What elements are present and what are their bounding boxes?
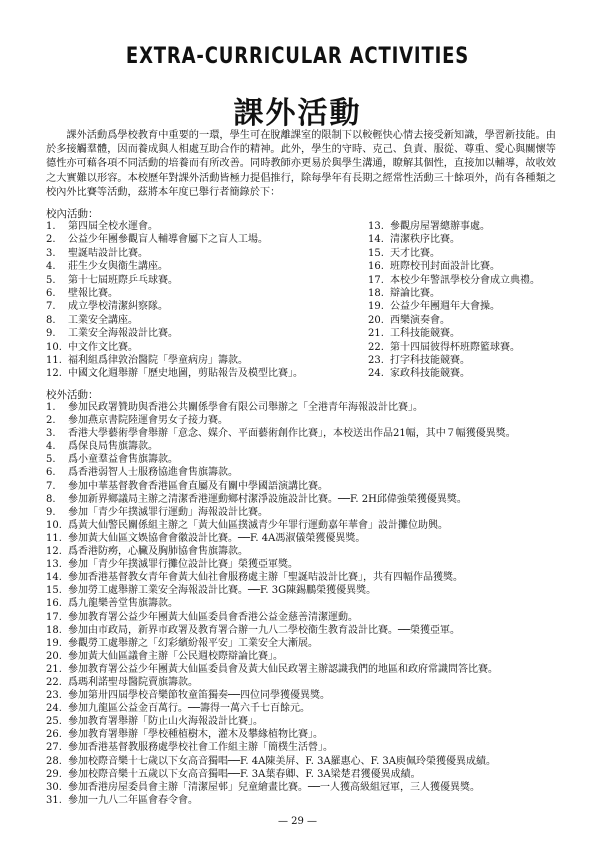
item-text: 參加香港基督教服務處學校社會工作組主辦「簡樸生活營」。 xyxy=(68,742,333,754)
item-text: 本校少年警訊學校分會成立典禮。 xyxy=(390,274,540,286)
item-number: 13. xyxy=(46,559,62,571)
item-number: 14. xyxy=(368,234,384,246)
list-item xyxy=(46,768,566,781)
item-text: 參加民政署贊助與香港公共關係學會有限公司舉辦之「全港青年海報設計比賽」。 xyxy=(68,402,423,413)
list-item xyxy=(46,755,566,768)
list-item xyxy=(368,260,568,273)
item-number: 6. xyxy=(46,467,56,479)
item-text: 參觀房屋署總辦事處。 xyxy=(390,221,490,232)
list-item xyxy=(46,545,566,558)
internal-activities-list-right xyxy=(368,220,568,381)
item-text: 參加教育署公益少年團黃大仙區委員會香港公益金慈善清潔運動。 xyxy=(68,611,358,623)
item-number: 17. xyxy=(46,611,62,623)
item-number: 22. xyxy=(46,676,62,688)
item-number: 23. xyxy=(46,690,62,702)
item-number: 14. xyxy=(46,572,62,584)
list-item xyxy=(46,689,566,702)
item-text: 參加一九八二年區會春令會。 xyxy=(68,794,198,806)
list-item xyxy=(368,354,568,367)
list-item xyxy=(46,584,566,597)
list-item xyxy=(46,401,566,414)
item-number: 2. xyxy=(46,415,56,427)
item-number: 8. xyxy=(46,314,56,326)
list-item xyxy=(46,260,376,273)
item-text: 參加九龍區公益金百萬行。──籌得一萬六千七百餘元。 xyxy=(68,703,311,715)
list-item xyxy=(46,624,566,637)
list-item xyxy=(46,314,376,327)
item-text: 參加香港房屋委員會主辦「清潔屋邨」兒童繪畫比賽。──一人獲高級組冠軍，三人獲優異獎。 xyxy=(68,781,481,793)
list-item xyxy=(368,233,568,246)
list-item xyxy=(46,781,566,794)
item-number: 17. xyxy=(368,274,384,286)
item-number: 19. xyxy=(46,637,62,649)
page-number: — 29 — xyxy=(277,816,318,827)
item-text: 參加校際音樂十五歲以下女高音獨唱──F. 3A葉春卿、F. 3A梁楚君獲優異成績。 xyxy=(68,768,421,780)
item-number: 26. xyxy=(46,729,62,741)
list-item xyxy=(46,702,566,715)
list-item xyxy=(46,220,376,233)
external-activities-heading: 校外活動： xyxy=(46,389,99,401)
item-number: 2. xyxy=(46,234,56,246)
item-number: 24. xyxy=(46,703,62,715)
list-item xyxy=(46,414,566,427)
item-text: 參加校際音樂十七歲以下女高音獨唱──F. 4A陳美屏、F. 3A羅惠心、F. 3A庾佩玲榮獲優異成績。 xyxy=(68,755,497,767)
list-item xyxy=(368,247,568,260)
item-text: 參加黃大仙區議會主辦「公民週校際辯論比賽」。 xyxy=(68,650,283,662)
list-item xyxy=(46,300,376,313)
list-item xyxy=(368,327,568,340)
item-text: 公益少年團週年大會操。 xyxy=(390,301,500,313)
item-number: 1. xyxy=(46,402,56,413)
item-number: 5. xyxy=(46,454,56,466)
list-item xyxy=(46,341,376,354)
item-text: 打字科技能競賽。 xyxy=(390,355,470,367)
item-number: 4. xyxy=(46,441,56,453)
item-text: 第十四屆彼得杯班際籃球賽。 xyxy=(390,341,520,353)
item-text: 參觀勞工處舉辦之「幻彩繽紛報平安」工業安全大漸展。 xyxy=(68,637,318,649)
list-item xyxy=(46,367,376,380)
item-text: 參加由市政局，新界市政署及教育署合辦一九八二學校衞生教育設計比賽。──榮獲亞軍。 xyxy=(68,624,461,636)
internal-activities-right-column xyxy=(368,220,568,381)
item-text: 參加燕京書院陸運會男女子接力賽。 xyxy=(68,415,228,427)
item-number: 8. xyxy=(46,493,56,505)
list-item xyxy=(46,571,566,584)
item-number: 15. xyxy=(46,585,62,597)
external-activities xyxy=(46,401,566,807)
list-item xyxy=(46,663,566,676)
list-item xyxy=(46,519,566,532)
item-text: 西樂演奏會。 xyxy=(390,314,450,326)
item-text: 清潔秩序比賽。 xyxy=(390,234,460,246)
list-item xyxy=(46,611,566,624)
item-number: 21. xyxy=(46,663,62,675)
item-number: 18. xyxy=(368,288,384,300)
item-number: 11. xyxy=(46,355,62,367)
list-item xyxy=(368,220,568,233)
list-item xyxy=(46,676,566,689)
external-activities-list xyxy=(46,401,566,807)
list-item xyxy=(46,287,376,300)
list-item xyxy=(46,466,566,479)
list-item xyxy=(46,233,376,246)
item-text: 參加勞工處舉辦工業安全海報設計比賽。──F. 3G陳錫鵬榮獲優異獎。 xyxy=(68,585,377,597)
item-number: 15. xyxy=(368,247,384,259)
item-number: 31. xyxy=(46,794,62,806)
item-text: 參加「青少年撲滅罪行運動」海報設計比賽。 xyxy=(68,506,268,518)
item-text: 工業安全講座。 xyxy=(68,314,138,326)
list-item xyxy=(46,247,376,260)
item-text: 工科技能競賽。 xyxy=(390,328,460,340)
list-item xyxy=(46,506,566,519)
list-item xyxy=(46,532,566,545)
item-number: 16. xyxy=(368,261,384,273)
item-number: 3. xyxy=(46,428,56,440)
item-number: 20. xyxy=(368,314,384,326)
item-number: 28. xyxy=(46,755,62,767)
item-number: 22. xyxy=(368,341,384,353)
item-number: 16. xyxy=(46,598,62,610)
item-number: 25. xyxy=(46,716,62,728)
item-number: 21. xyxy=(368,328,384,340)
item-number: 10. xyxy=(46,519,62,531)
item-number: 11. xyxy=(46,532,62,544)
item-text: 中文作文比賽。 xyxy=(68,341,138,353)
item-text: 爲黃大仙警民關係組主辦之「黃大仙區撲滅青少年罪行運動嘉年華會」設計攤位助興。 xyxy=(68,519,448,531)
item-number: 5. xyxy=(46,274,56,286)
item-text: 莊生少女與衞生講座。 xyxy=(68,261,168,273)
item-text: 家政科技能競賽。 xyxy=(390,368,470,380)
item-number: 18. xyxy=(46,624,62,636)
item-text: 工業安全海報設計比賽。 xyxy=(68,328,178,340)
list-item xyxy=(46,637,566,650)
item-text: 參加第卅四屆學校音樂節牧童笛獨奏──四位同學獲優異獎。 xyxy=(68,690,331,702)
list-item xyxy=(46,597,566,610)
item-text: 第十七屆班際乒乓球賽。 xyxy=(68,274,178,286)
item-number: 27. xyxy=(46,742,62,754)
item-text: 成立學校清潔糾察隊。 xyxy=(68,301,168,313)
title-chinese: 課外活動 xyxy=(233,96,362,131)
internal-activities-left-column xyxy=(46,220,376,381)
item-text: 爲香港弱智人士服務協進會售旗籌款。 xyxy=(68,467,238,479)
item-number: 23. xyxy=(368,355,384,367)
item-text: 聖誕咭設計比賽。 xyxy=(68,247,148,259)
item-number: 10. xyxy=(46,341,62,353)
internal-activities-list-left xyxy=(46,220,376,381)
list-item xyxy=(46,440,566,453)
item-text: 參加香港基督教女青年會黃大仙社會服務處主辦「聖誕咭設計比賽」，共有四幅作品獲獎。 xyxy=(68,572,463,584)
item-number: 12. xyxy=(46,546,62,558)
item-text: 爲保良局售旗籌款。 xyxy=(68,441,158,453)
list-item xyxy=(46,354,376,367)
item-number: 24. xyxy=(368,368,384,380)
item-text: 福利組爲律敦治醫院「學童病房」籌款。 xyxy=(68,355,248,367)
item-number: 20. xyxy=(46,650,62,662)
item-number: 29. xyxy=(46,768,62,780)
list-item xyxy=(46,493,566,506)
item-text: 香港大學藝術學會舉辦「意念、媒介、平面藝術創作比賽」，本校送出作品21幅，其中７幅獲優異獎。 xyxy=(68,428,516,440)
item-number: 4. xyxy=(46,261,56,273)
item-text: 參加教育署公益少年團黃大仙區委員會及黃大仙民政署主辦認識我們的地區和政府常識問答比賽。 xyxy=(68,663,498,675)
item-text: 辯論比賽。 xyxy=(390,288,440,300)
item-number: 7. xyxy=(46,301,56,313)
item-text: 爲瑪利諾聖母醫院賣旗籌款。 xyxy=(68,676,198,688)
item-number: 1. xyxy=(46,221,56,232)
item-number: 30. xyxy=(46,781,62,793)
list-item xyxy=(46,741,566,754)
list-item xyxy=(46,453,566,466)
list-item xyxy=(368,287,568,300)
item-number: 13. xyxy=(368,221,384,232)
title-english: EXTRA-CURRICULAR ACTIVITIES xyxy=(125,44,470,69)
item-text: 參加新界鄉議局主辦之清潔香港運動鄉村潔淨設施設計比賽。──F. 2H邱偉強榮獲優異獎。 xyxy=(68,493,467,505)
item-text: 公益少年團參觀盲人輔導會屬下之盲人工場。 xyxy=(68,234,268,246)
list-item xyxy=(46,480,566,493)
list-item xyxy=(368,341,568,354)
item-text: 參加中華基督教會香港區會直屬及有關中學國語演講比賽。 xyxy=(68,480,328,492)
item-text: 壁報比賽。 xyxy=(68,288,118,300)
item-number: 12. xyxy=(46,368,62,380)
item-text: 爲九龍樂善堂售旗籌款。 xyxy=(68,598,178,610)
item-number: 19. xyxy=(368,301,384,313)
list-item xyxy=(46,558,566,571)
item-number: 3. xyxy=(46,247,56,259)
list-item xyxy=(368,314,568,327)
item-number: 9. xyxy=(46,506,56,518)
item-number: 7. xyxy=(46,480,56,492)
list-item xyxy=(46,427,566,440)
item-text: 第四屆全校水運會。 xyxy=(68,221,158,232)
item-text: 班際校刊封面設計比賽。 xyxy=(390,261,500,273)
list-item xyxy=(46,274,376,287)
list-item xyxy=(368,274,568,287)
item-text: 參加教育署舉辦「防止山火海報設計比賽」。 xyxy=(68,716,263,728)
list-item xyxy=(46,327,376,340)
item-text: 中國文化週舉辦「歷史地圖，剪貼報告及模型比賽」。 xyxy=(68,368,303,380)
list-item xyxy=(46,650,566,663)
list-item xyxy=(368,367,568,380)
item-number: 9. xyxy=(46,328,56,340)
item-text: 天才比賽。 xyxy=(390,247,440,259)
item-text: 參加「青少年撲滅罪行攤位設計比賽」榮獲亞軍獎。 xyxy=(68,559,298,571)
intro-paragraph: 課外活動爲學校教育中重要的一環，學生可在脫離課室的限制下以較輕快心情去接受新知識，學習新技能。由於多接觸羣體，因而養成與人相處互助合作的精神。此外，學生的守時、克己、負責、服從、尊重、愛心與關懷等德性亦可藉各項不同活動的培養而有所改善。同時教師亦更易於與學生溝通，瞭解其個性，直接加以輔導，故收效之大實難以形容。本校歷年對課外活動皆極力提倡推行，除每學年有長期之經常性活動三十餘項外，尚有各種類之校內外比賽等活動，茲將本年度已舉行者簡錄於下： xyxy=(46,130,556,198)
item-text: 參加黃大仙區文娛協會會徽設計比賽。──F. 4A馮淑儀榮獲優異獎。 xyxy=(68,532,366,544)
item-text: 爲小童羣益會售旗籌款。 xyxy=(68,454,178,466)
list-item xyxy=(46,715,566,728)
list-item xyxy=(46,794,566,807)
item-number: 6. xyxy=(46,288,56,300)
list-item xyxy=(368,300,568,313)
item-text: 參加教育署舉辦「學校種植樹木，灌木及攀緣植物比賽」。 xyxy=(68,729,323,741)
item-text: 爲香港防癆，心臟及胸肺協會售旗籌款。 xyxy=(68,546,248,558)
list-item xyxy=(46,728,566,741)
internal-activities-heading: 校內活動： xyxy=(46,208,99,220)
